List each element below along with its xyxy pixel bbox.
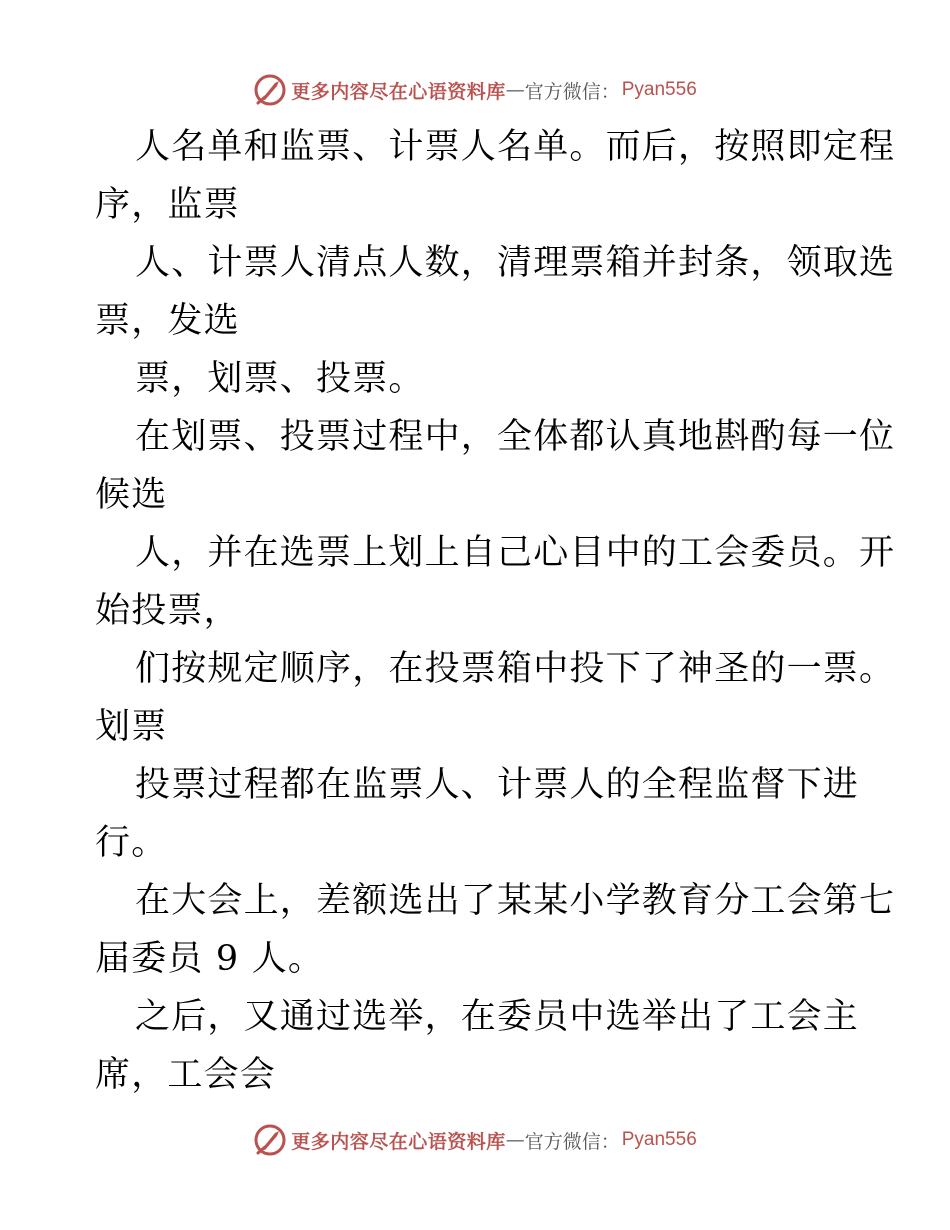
text-line: 人名单和监票、计票人名单。而后，按照即定程: [135, 127, 896, 167]
text-line: 人、计票人清点人数，清理票箱并封条，领取选: [135, 243, 896, 283]
text-line: 始投票，: [95, 591, 240, 631]
header-wechat-handle: Pyan556: [621, 79, 697, 100]
header-brand-text: 更多内容尽在心语资料库: [291, 80, 506, 103]
text-line: 序，监票: [95, 185, 240, 225]
footer-brand-text: 更多内容尽在心语资料库: [291, 1130, 506, 1153]
text-line: 行。: [95, 823, 168, 863]
text-line: 在大会上，差额选出了某某小学教育分工会第七: [135, 881, 896, 921]
footer-banner: [0, 1122, 950, 1158]
text-line: 在划票、投票过程中，全体都认真地斟酌每一位: [135, 417, 896, 457]
text-line: 划票: [95, 707, 168, 747]
document-body: [95, 118, 896, 1104]
text-line: 届委员 9 人。: [95, 939, 325, 979]
text-line: 票，发选: [95, 301, 240, 341]
text-line: 之后，又通过选举，在委员中选举出了工会主: [135, 997, 860, 1037]
header-dash: —: [505, 79, 525, 101]
footer-dash: —: [505, 1129, 525, 1151]
footer-wechat-handle: Pyan556: [621, 1129, 697, 1150]
header-banner: [0, 72, 950, 108]
text-line: 席，工会会: [95, 1055, 277, 1095]
text-line: 候选: [95, 475, 168, 515]
quill-pen-logo-icon: [253, 1123, 287, 1157]
quill-pen-logo-icon: [253, 73, 287, 107]
footer-wechat-label: 官方微信：: [524, 1130, 620, 1153]
header-wechat-label: 官方微信：: [524, 80, 620, 103]
text-line: 投票过程都在监票人、计票人的全程监督下进: [135, 765, 860, 805]
text-line: 们按规定顺序，在投票箱中投下了神圣的一票。: [135, 649, 896, 689]
text-line: 人，并在选票上划上自己心目中的工会委员。开: [135, 533, 896, 573]
text-line: 票，划票、投票。: [135, 359, 425, 399]
